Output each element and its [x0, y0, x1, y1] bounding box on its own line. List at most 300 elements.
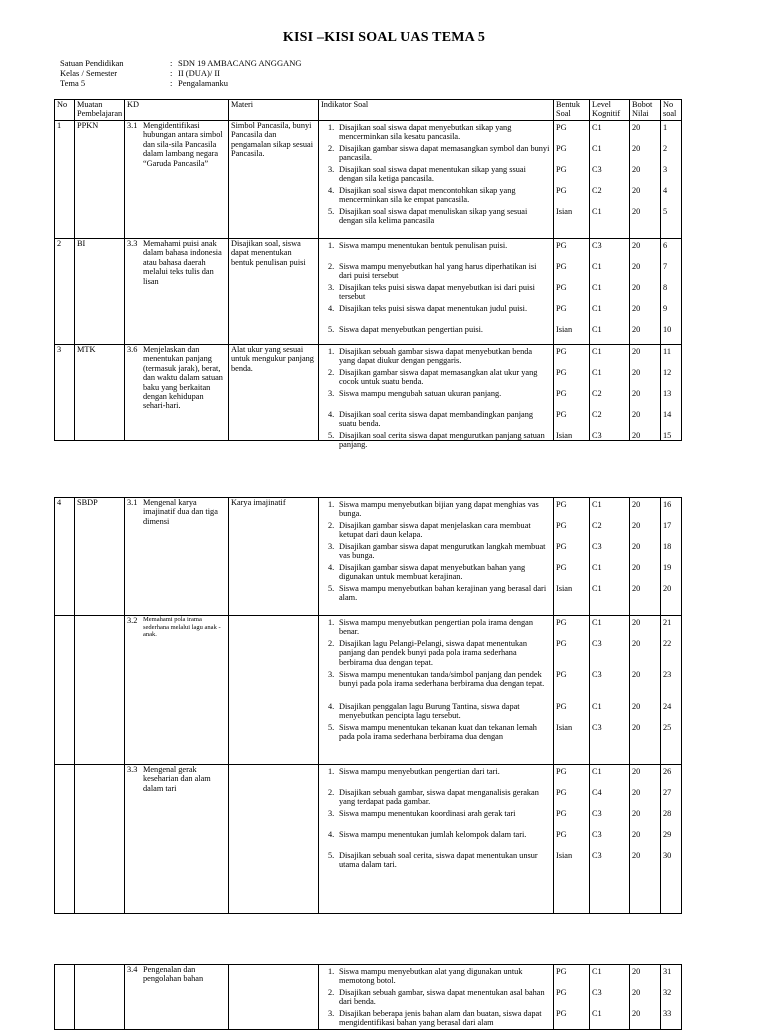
kd-cell — [125, 965, 229, 1030]
indikator-item — [319, 767, 553, 776]
kd-text: Menjelaskan dan menentukan panjang (termasuk jarak), berat, dan waktu dalam satuan baku yang berkaitan dengan kehidupan sehari-hari. — [143, 345, 223, 411]
col-header-no-soal: No soal — [661, 100, 682, 121]
level-kognitif-value: C3 — [592, 639, 602, 648]
bentuk-soal-value: PG — [556, 144, 567, 153]
indikator-item — [319, 670, 553, 689]
level-kognitif-value: C1 — [592, 144, 602, 153]
bentuk-soal-value: PG — [556, 988, 567, 997]
indikator-item — [319, 851, 553, 870]
indikator-item — [319, 1009, 553, 1028]
table-row — [55, 345, 682, 441]
bobot-nilai-value: 20 — [632, 584, 641, 593]
no-soal-value: 17 — [663, 521, 672, 530]
level-kognitif-value: C2 — [592, 521, 602, 530]
no-soal-value: 12 — [663, 368, 672, 377]
no-soal-cell — [661, 765, 682, 914]
table-row — [55, 498, 682, 616]
kd-cell — [125, 345, 229, 441]
level-kognitif-value: C1 — [592, 207, 602, 216]
bentuk-soal-value: PG — [556, 241, 567, 250]
level-kognitif-cell — [590, 616, 630, 765]
identity-row-3: Tema 5 : Pengalamanku — [60, 78, 229, 88]
item-text: Siswa mampu menentukan koordinasi arah gerak tari — [339, 809, 516, 818]
item-number: 2. — [328, 144, 335, 153]
row-number: 4 — [55, 498, 75, 616]
bentuk-soal-value: PG — [556, 347, 567, 356]
indikator-item — [319, 521, 553, 540]
kd-number: 3.3 — [127, 765, 138, 774]
kd-number: 3.1 — [127, 121, 138, 130]
col-header-muatan: Muatan Pembelajaran — [75, 100, 125, 121]
item-text: Disajikan soal siswa dapat menentukan sikap yang ssuai dengan sila ketiga pancasila. — [339, 165, 526, 184]
indikator-cell — [319, 239, 554, 345]
indikator-cell — [319, 965, 554, 1030]
indikator-item — [319, 542, 553, 561]
indikator-cell — [319, 121, 554, 239]
level-kognitif-value: C1 — [592, 563, 602, 572]
indikator-item — [319, 584, 553, 603]
item-number: 3. — [328, 809, 335, 818]
no-soal-value: 32 — [663, 988, 672, 997]
item-text: Disajikan sebuah gambar, siswa dapat menentukan asal bahan dari benda. — [339, 988, 545, 1007]
indikator-item — [319, 283, 553, 302]
bentuk-soal-value: PG — [556, 767, 567, 776]
kd-cell — [125, 498, 229, 616]
no-soal-value: 9 — [663, 304, 668, 313]
bobot-nilai-cell — [630, 345, 661, 441]
level-kognitif-value: C1 — [592, 283, 602, 292]
bentuk-soal-value: Isian — [556, 325, 573, 334]
bentuk-soal-value: Isian — [556, 207, 573, 216]
indikator-item — [319, 262, 553, 281]
item-text: Disajikan sebuah soal cerita, siswa dapat menentukan unsur utama dalam tari. — [339, 851, 538, 870]
item-text: Siswa mampu mengubah satuan ukuran panjang. — [339, 389, 502, 398]
table-row — [55, 616, 682, 765]
kisi-table-2 — [54, 497, 682, 914]
bobot-nilai-value: 20 — [632, 521, 641, 530]
indikator-item — [319, 123, 553, 142]
muatan-cell: PPKN — [75, 121, 125, 239]
level-kognitif-value: C1 — [592, 767, 602, 776]
bentuk-soal-value: PG — [556, 967, 567, 976]
no-soal-cell — [661, 239, 682, 345]
bentuk-soal-value: PG — [556, 368, 567, 377]
identity-value: II (DUA)/ II — [178, 68, 221, 78]
bentuk-soal-value: PG — [556, 410, 567, 419]
item-text: Disajikan gambar siswa dapat memasangkan alat ukur yang cocok untuk suatu benda. — [339, 368, 538, 387]
indikator-item — [319, 618, 553, 637]
bobot-nilai-value: 20 — [632, 767, 641, 776]
indikator-item — [319, 165, 553, 184]
bentuk-soal-value: PG — [556, 165, 567, 174]
kd-number: 3.1 — [127, 498, 138, 507]
item-number: 1. — [328, 618, 335, 627]
bobot-nilai-value: 20 — [632, 542, 641, 551]
indikator-item — [319, 639, 553, 667]
muatan-cell — [75, 765, 125, 914]
bobot-nilai-cell — [630, 239, 661, 345]
no-soal-value: 19 — [663, 563, 672, 572]
item-number: 4. — [328, 410, 335, 419]
bentuk-soal-value: PG — [556, 304, 567, 313]
item-text: Disajikan sebuah gambar, siswa dapat menganalisis gerakan yang terdapat pada gambar. — [339, 788, 539, 807]
header-row — [55, 100, 682, 121]
identity-label: Satuan Pendidikan — [60, 58, 124, 68]
no-soal-value: 8 — [663, 283, 668, 292]
no-soal-value: 26 — [663, 767, 672, 776]
level-kognitif-value: C1 — [592, 304, 602, 313]
bobot-nilai-value: 20 — [632, 851, 641, 860]
item-text: Disajikan sebuah gambar siswa dapat menyebutkan benda yang dapat diukur dengan penggaris. — [339, 347, 533, 366]
level-kognitif-cell — [590, 498, 630, 616]
col-header-bentuk: Bentuk Soal — [554, 100, 590, 121]
item-number: 3. — [328, 670, 335, 679]
item-number: 2. — [328, 368, 335, 377]
kd-text: Memahami puisi anak dalam bahasa indonesia atau bahasa daerah melalui teks tulis dan lisan — [143, 239, 222, 286]
bobot-nilai-value: 20 — [632, 618, 641, 627]
bentuk-soal-cell — [554, 121, 590, 239]
no-soal-value: 13 — [663, 389, 672, 398]
kd-text: Pengenalan dan pengolahan bahan — [143, 965, 204, 984]
item-text: Siswa dapat menyebutkan pengertian puisi. — [339, 325, 484, 334]
bobot-nilai-value: 20 — [632, 788, 641, 797]
level-kognitif-value: C3 — [592, 165, 602, 174]
item-text: Siswa mampu menentukan tekanan kuat dan tekanan lemah pada pola irama sederhana berbirama dua dengan — [339, 723, 537, 742]
item-text: Siswa mampu menentukan bentuk penulisan puisi. — [339, 241, 508, 250]
bentuk-soal-value: PG — [556, 702, 567, 711]
no-soal-value: 22 — [663, 639, 672, 648]
bobot-nilai-cell — [630, 498, 661, 616]
no-soal-value: 3 — [663, 165, 668, 174]
level-kognitif-value: C2 — [592, 410, 602, 419]
indikator-item — [319, 809, 553, 818]
materi-cell: Disajikan soal, siswa dapat menentukan bentuk penulisan puisi — [229, 239, 319, 345]
kd-cell — [125, 239, 229, 345]
no-soal-cell — [661, 965, 682, 1030]
bobot-nilai-cell — [630, 121, 661, 239]
bobot-nilai-value: 20 — [632, 723, 641, 732]
no-soal-cell — [661, 616, 682, 765]
item-text: Disajikan beberapa jenis bahan alam dan buatan, siswa dapat mengidentifikasi bahan yang berasal dari alam — [339, 1009, 542, 1028]
row-number — [55, 965, 75, 1030]
item-text: Siswa mampu menyebutkan bijian yang dapat menghias vas bunga. — [339, 500, 539, 519]
materi-cell — [229, 616, 319, 765]
bobot-nilai-value: 20 — [632, 500, 641, 509]
indikator-item — [319, 967, 553, 986]
bobot-nilai-value: 20 — [632, 123, 641, 132]
col-header-bobot: Bobot Nilai — [630, 100, 661, 121]
bentuk-soal-value: PG — [556, 639, 567, 648]
no-soal-value: 24 — [663, 702, 672, 711]
bobot-nilai-value: 20 — [632, 1009, 641, 1018]
bentuk-soal-value: PG — [556, 542, 567, 551]
level-kognitif-value: C1 — [592, 262, 602, 271]
materi-cell — [229, 765, 319, 914]
col-header-materi: Materi — [229, 100, 319, 121]
level-kognitif-value: C3 — [592, 723, 602, 732]
level-kognitif-value: C1 — [592, 368, 602, 377]
item-number: 2. — [328, 521, 335, 530]
muatan-cell — [75, 965, 125, 1030]
item-text: Disajikan soal siswa dapat menyebutkan sikap yang mencerminkan sila kesatu pancasila. — [339, 123, 512, 142]
kd-number: 3.2 — [127, 616, 138, 625]
bobot-nilai-value: 20 — [632, 207, 641, 216]
level-kognitif-value: C1 — [592, 123, 602, 132]
no-soal-value: 4 — [663, 186, 668, 195]
table-row — [55, 965, 682, 1030]
level-kognitif-value: C3 — [592, 988, 602, 997]
indikator-item — [319, 347, 553, 366]
muatan-cell: MTK — [75, 345, 125, 441]
item-number: 2. — [328, 788, 335, 797]
item-number: 3. — [328, 165, 335, 174]
item-number: 5. — [328, 723, 335, 732]
indikator-item — [319, 410, 553, 429]
kd-text: Memahami pola irama sederhana melalui lagu anak - anak. — [143, 616, 221, 639]
bentuk-soal-value: PG — [556, 262, 567, 271]
level-kognitif-value: C1 — [592, 618, 602, 627]
no-soal-value: 16 — [663, 500, 672, 509]
item-number: 4. — [328, 830, 335, 839]
item-number: 1. — [328, 767, 335, 776]
kd-text: Mengenal gerak keseharian dan alam dalam tari — [143, 765, 211, 793]
col-header-no: No — [55, 100, 75, 121]
indikator-cell — [319, 498, 554, 616]
item-text: Disajikan soal cerita siswa dapat mengurutkan panjang satuan panjang. — [339, 431, 545, 450]
bobot-nilai-value: 20 — [632, 639, 641, 648]
col-header-level: Level Kognitif — [590, 100, 630, 121]
bentuk-soal-value: PG — [556, 123, 567, 132]
no-soal-value: 27 — [663, 788, 672, 797]
no-soal-value: 6 — [663, 241, 668, 250]
col-header-indikator: Indikator Soal — [319, 100, 554, 121]
level-kognitif-value: C2 — [592, 389, 602, 398]
bentuk-soal-value: PG — [556, 788, 567, 797]
identity-value: Pengalamanku — [178, 78, 229, 88]
indikator-item — [319, 563, 553, 582]
bobot-nilai-value: 20 — [632, 431, 641, 440]
item-text: Siswa mampu menyebutkan bahan kerajinan yang berasal dari alam. — [339, 584, 547, 603]
bobot-nilai-value: 20 — [632, 325, 641, 334]
indikator-cell — [319, 765, 554, 914]
indikator-item — [319, 144, 553, 163]
kd-cell — [125, 616, 229, 765]
indikator-item — [319, 988, 553, 1007]
kisi-table-1 — [54, 99, 682, 450]
bentuk-soal-value: PG — [556, 670, 567, 679]
item-number: 2. — [328, 639, 335, 648]
item-number: 5. — [328, 207, 335, 216]
materi-cell — [229, 965, 319, 1030]
item-number: 5. — [328, 851, 335, 860]
bentuk-soal-value: Isian — [556, 851, 573, 860]
item-number: 3. — [328, 389, 335, 398]
identity-row-2: Kelas / Semester : II (DUA)/ II — [60, 68, 221, 78]
indikator-item — [319, 368, 553, 387]
item-number: 1. — [328, 500, 335, 509]
materi-cell: Karya imajinatif — [229, 498, 319, 616]
level-kognitif-cell — [590, 765, 630, 914]
no-soal-cell — [661, 121, 682, 239]
identity-value: SDN 19 AMBACANG ANGGANG — [178, 58, 302, 68]
bobot-nilai-value: 20 — [632, 410, 641, 419]
identity-row-1: Satuan Pendidikan : SDN 19 AMBACANG ANGGANG — [60, 58, 302, 68]
no-soal-value: 20 — [663, 584, 672, 593]
table-row — [55, 239, 682, 345]
bobot-nilai-value: 20 — [632, 368, 641, 377]
bentuk-soal-value: Isian — [556, 431, 573, 440]
bentuk-soal-value: PG — [556, 186, 567, 195]
identity-label: Kelas / Semester — [60, 68, 118, 78]
no-soal-value: 30 — [663, 851, 672, 860]
level-kognitif-cell — [590, 965, 630, 1030]
item-text: Disajikan soal siswa dapat menuliskan sikap yang sesuai dengan sila kelima pancasila — [339, 207, 528, 226]
item-text: Disajikan soal siswa dapat mencontohkan sikap yang mencerminkan sila ke empat pancasila. — [339, 186, 516, 205]
row-number: 3 — [55, 345, 75, 441]
kd-cell — [125, 765, 229, 914]
item-number: 1. — [328, 967, 335, 976]
bobot-nilai-cell — [630, 965, 661, 1030]
col-header-kd: KD — [125, 100, 229, 121]
kisi-table-3 — [54, 964, 682, 1030]
no-soal-value: 1 — [663, 123, 668, 132]
row-number: 1 — [55, 121, 75, 239]
level-kognitif-cell — [590, 345, 630, 441]
level-kognitif-value: C1 — [592, 967, 602, 976]
row-number — [55, 765, 75, 914]
bentuk-soal-value: PG — [556, 1009, 567, 1018]
item-text: Disajikan teks puisi siswa dapat menentukan judul puisi. — [339, 304, 528, 313]
bobot-nilai-value: 20 — [632, 304, 641, 313]
indikator-item — [319, 207, 553, 226]
bobot-nilai-cell — [630, 616, 661, 765]
bobot-nilai-value: 20 — [632, 830, 641, 839]
level-kognitif-value: C1 — [592, 500, 602, 509]
bobot-nilai-value: 20 — [632, 389, 641, 398]
item-text: Siswa mampu menyebutkan alat yang digunakan untuk memotong botol. — [339, 967, 523, 986]
bentuk-soal-cell — [554, 616, 590, 765]
item-number: 2. — [328, 262, 335, 271]
bentuk-soal-value: Isian — [556, 584, 573, 593]
no-soal-value: 28 — [663, 809, 672, 818]
item-text: Disajikan teks puisi siswa dapat menyebutkan isi dari puisi tersebut — [339, 283, 535, 302]
indikator-item — [319, 186, 553, 205]
no-soal-value: 10 — [663, 325, 672, 334]
kd-number: 3.6 — [127, 345, 138, 354]
indikator-item — [319, 830, 553, 839]
bobot-nilai-value: 20 — [632, 241, 641, 250]
item-number: 5. — [328, 584, 335, 593]
item-number: 3. — [328, 1009, 335, 1018]
bentuk-soal-cell — [554, 345, 590, 441]
bentuk-soal-cell — [554, 498, 590, 616]
level-kognitif-value: C3 — [592, 851, 602, 860]
bobot-nilai-value: 20 — [632, 563, 641, 572]
level-kognitif-value: C1 — [592, 325, 602, 334]
item-text: Disajikan gambar siswa dapat mengurutkan langkah membuat vas bunga. — [339, 542, 546, 561]
item-number: 2. — [328, 988, 335, 997]
level-kognitif-value: C1 — [592, 702, 602, 711]
bobot-nilai-value: 20 — [632, 347, 641, 356]
indikator-item — [319, 241, 553, 250]
item-text: Disajikan penggalan lagu Burung Tantina, siswa dapat menyebutkan pencipta lagu tersebut. — [339, 702, 520, 721]
item-text: Siswa mampu menentukan tanda/simbol panjang dan pendek bunyi pada pola irama sederhana berbirama dua dengan tepat. — [339, 670, 545, 689]
muatan-cell — [75, 616, 125, 765]
item-number: 3. — [328, 283, 335, 292]
level-kognitif-value: C3 — [592, 809, 602, 818]
bentuk-soal-value: PG — [556, 563, 567, 572]
document-title: KISI –KISI SOAL UAS TEMA 5 — [282, 30, 486, 45]
bentuk-soal-value: PG — [556, 283, 567, 292]
item-number: 4. — [328, 702, 335, 711]
bobot-nilai-value: 20 — [632, 809, 641, 818]
kd-number: 3.3 — [127, 239, 138, 248]
bobot-nilai-value: 20 — [632, 670, 641, 679]
muatan-cell: SBDP — [75, 498, 125, 616]
level-kognitif-value: C3 — [592, 830, 602, 839]
bentuk-soal-value: PG — [556, 500, 567, 509]
bobot-nilai-value: 20 — [632, 186, 641, 195]
indikator-item — [319, 431, 553, 450]
kd-cell — [125, 121, 229, 239]
item-number: 1. — [328, 241, 335, 250]
kd-text: Mengidentifikasi hubungan antara simbol dan sila-sila Pancasila dalam lambang negara “Garuda Pancasila” — [143, 121, 223, 168]
indikator-item — [319, 304, 553, 313]
item-number: 4. — [328, 186, 335, 195]
item-text: Siswa mampu menentukan jumlah kelompok dalam tari. — [339, 830, 527, 839]
item-number: 1. — [328, 123, 335, 132]
level-kognitif-cell — [590, 239, 630, 345]
table-row — [55, 121, 682, 239]
indikator-item — [319, 389, 553, 398]
no-soal-value: 14 — [663, 410, 672, 419]
level-kognitif-value: C1 — [592, 584, 602, 593]
item-text: Siswa mampu menyebutkan hal yang harus diperhatikan isi dari puisi tersebut — [339, 262, 537, 281]
item-text: Disajikan gambar siswa dapat memasangkan symbol dan bunyi pancasila. — [339, 144, 550, 163]
no-soal-value: 33 — [663, 1009, 672, 1018]
bentuk-soal-cell — [554, 239, 590, 345]
bobot-nilai-value: 20 — [632, 165, 641, 174]
no-soal-value: 11 — [663, 347, 671, 356]
indikator-item — [319, 500, 553, 519]
row-number — [55, 616, 75, 765]
no-soal-value: 25 — [663, 723, 672, 732]
no-soal-value: 2 — [663, 144, 668, 153]
level-kognitif-value: C4 — [592, 788, 602, 797]
muatan-cell: BI — [75, 239, 125, 345]
bentuk-soal-value: PG — [556, 618, 567, 627]
level-kognitif-value: C3 — [592, 241, 602, 250]
bobot-nilai-value: 20 — [632, 988, 641, 997]
item-number: 3. — [328, 542, 335, 551]
table-row — [55, 765, 682, 914]
no-soal-value: 15 — [663, 431, 672, 440]
bobot-nilai-cell — [630, 765, 661, 914]
no-soal-value: 23 — [663, 670, 672, 679]
row-number: 2 — [55, 239, 75, 345]
no-soal-value: 5 — [663, 207, 668, 216]
level-kognitif-value: C2 — [592, 186, 602, 195]
bentuk-soal-cell — [554, 965, 590, 1030]
materi-cell: Simbol Pancasila, bunyi Pancasila dan pengamalan sikap sesuai Pancasila. — [229, 121, 319, 239]
item-text: Disajikan gambar siswa dapat menyebutkan bahan yang digunakan untuk membuat kerajinan. — [339, 563, 526, 582]
no-soal-value: 21 — [663, 618, 672, 627]
bobot-nilai-value: 20 — [632, 144, 641, 153]
bobot-nilai-value: 20 — [632, 262, 641, 271]
no-soal-value: 29 — [663, 830, 672, 839]
kd-text: Mengenal karya imajinatif dua dan tiga dimensi — [143, 498, 218, 526]
no-soal-value: 31 — [663, 967, 672, 976]
